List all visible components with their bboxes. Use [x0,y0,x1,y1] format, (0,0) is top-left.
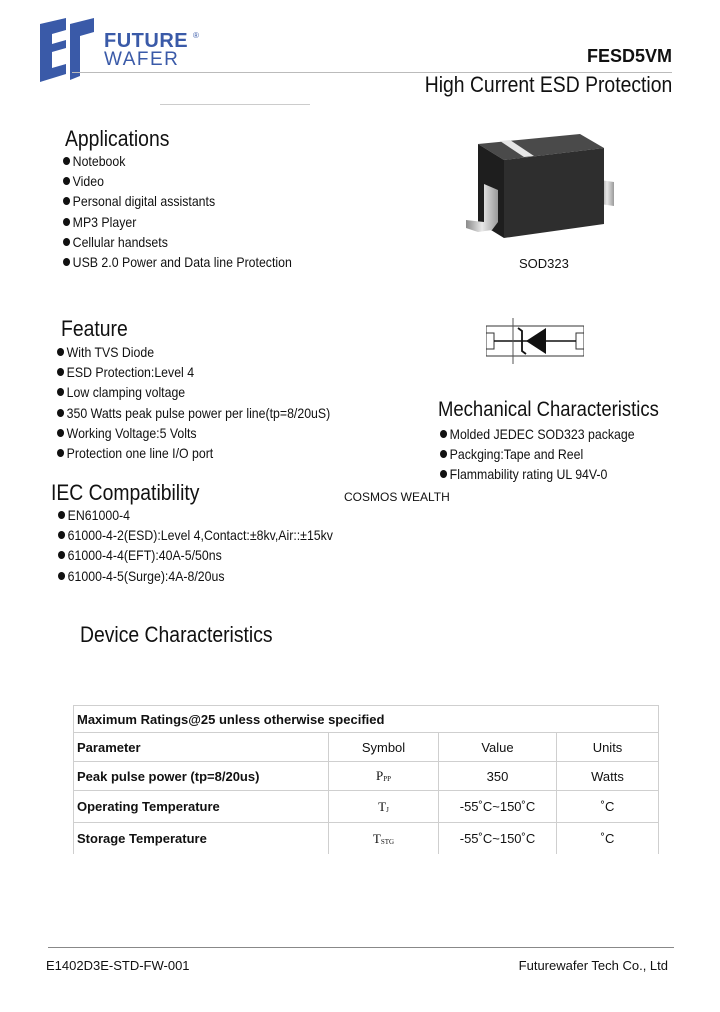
unit-cell: ˚C [557,823,659,855]
bullet-icon [63,218,70,226]
column-header-units: Units [557,733,659,762]
bullet-icon [63,238,70,246]
tvs-diode-symbol-icon [486,316,584,368]
bullet-icon [57,348,64,356]
parameter-cell: Peak pulse power (tp=8/20us) [74,762,329,791]
list-item: MP3 Player [63,212,292,232]
footer-divider [48,947,674,948]
bullet-icon [57,409,64,417]
bullet-icon [63,197,70,205]
brand-name-line2: WAFER [104,49,180,70]
part-number: FESD5VM [586,46,672,66]
list-item: Packging:Tape and Reel [440,444,635,464]
value-cell: 350 [439,762,557,791]
list-item: 61000-4-2(ESD):Level 4,Contact:±8kv,Air::±15kv [58,525,333,545]
symbol-cell: PPP [329,762,439,791]
bullet-icon [57,368,64,376]
symbol-cell: TSTG [329,823,439,855]
list-item: 350 Watts peak pulse power per line(tp=8/20uS) [57,403,330,423]
bullet-icon [63,258,70,266]
list-item: ESD Protection:Level 4 [57,362,330,382]
bullet-icon [58,511,65,519]
feature-title: Feature [61,316,128,341]
document-code: E1402D3E-STD-FW-001 [46,958,190,973]
list-item: Personal digital assistants [63,191,292,211]
subtitle-divider [160,104,310,105]
bullet-icon [440,470,447,478]
bullet-icon [440,450,447,458]
list-item: Video [63,171,292,191]
maximum-ratings-table [73,705,659,854]
iec-title: IEC Compatibility [51,480,200,505]
column-header-parameter: Parameter [74,733,329,762]
unit-cell: Watts [557,762,659,791]
bullet-icon [58,531,65,539]
table-row [74,762,659,791]
list-item: 61000-4-5(Surge):4A-8/20us [58,566,333,586]
bullet-icon [58,572,65,580]
list-item: 61000-4-4(EFT):40A-5/50ns [58,545,333,565]
table-caption-row [74,706,659,733]
list-item: USB 2.0 Power and Data line Protection [63,252,292,272]
feature-list [57,342,330,463]
bullet-icon [57,429,64,437]
registered-mark: ® [193,31,199,40]
value-cell: -55˚C~150˚C [439,823,557,855]
iec-list [58,505,333,586]
list-item: Low clamping voltage [57,382,330,402]
list-item: Cellular handsets [63,232,292,252]
table-row [74,823,659,855]
column-header-value: Value [439,733,557,762]
brand-name-line1: FUTURE [104,30,189,52]
value-cell: -55˚C~150˚C [439,791,557,823]
list-item: Notebook [63,151,292,171]
table-row [74,791,659,823]
list-item: With TVS Diode [57,342,330,362]
bullet-icon [58,551,65,559]
parameter-cell: Operating Temperature [74,791,329,823]
mechanical-list [440,424,635,485]
bullet-icon [63,157,70,165]
list-item: Flammability rating UL 94V-0 [440,464,635,484]
symbol-cell: TJ [329,791,439,823]
list-item: Molded JEDEC SOD323 package [440,424,635,444]
document-subtitle: High Current ESD Protection [424,72,672,97]
futurewafer-logo [30,16,102,84]
unit-cell: ˚C [557,791,659,823]
company-name: Futurewafer Tech Co., Ltd [518,958,668,973]
table-caption: Maximum Ratings@25 unless otherwise specified [74,706,659,733]
device-characteristics-title: Device Characteristics [80,622,273,647]
table-header-row [74,733,659,762]
mechanical-title: Mechanical Characteristics [438,398,659,421]
sod323-package-image [462,132,622,242]
list-item: EN61000-4 [58,505,333,525]
column-header-symbol: Symbol [329,733,439,762]
package-label: SOD323 [519,256,569,271]
list-item: Working Voltage:5 Volts [57,423,330,443]
applications-list [63,151,292,272]
bullet-icon [57,388,64,396]
applications-title: Applications [65,126,170,151]
watermark-text: COSMOS WEALTH [344,490,450,504]
parameter-cell: Storage Temperature [74,823,329,855]
bullet-icon [63,177,70,185]
bullet-icon [57,449,64,457]
list-item: Protection one line I/O port [57,443,330,463]
bullet-icon [440,430,447,438]
